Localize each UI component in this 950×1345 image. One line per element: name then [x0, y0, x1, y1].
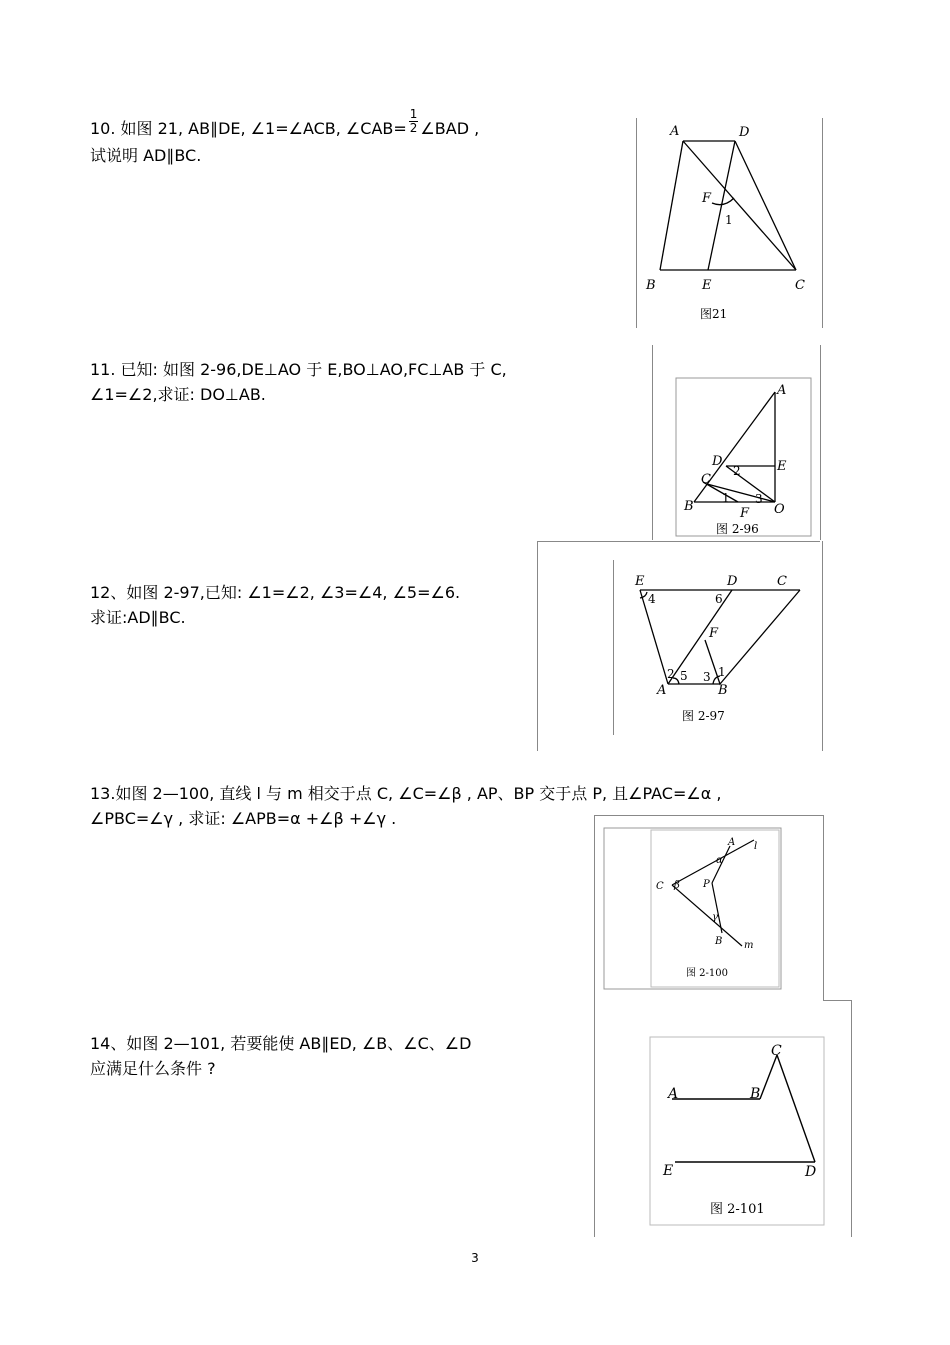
label-A: A	[657, 683, 667, 698]
figure-border	[822, 118, 823, 328]
problem-12	[90, 580, 460, 630]
problem-14-line1: 14、如图 2—101, 若要能使 AB∥ED, ∠B、∠C、∠D	[90, 1034, 472, 1053]
label-C: C	[701, 472, 711, 487]
problem-13	[90, 781, 721, 831]
problem-14-line2: 应满足什么条件 ?	[90, 1059, 216, 1078]
problem-10-line1b: ∠BAD ,	[420, 119, 480, 138]
label-angle-1: 1	[725, 213, 733, 227]
label-P: P	[703, 879, 710, 890]
problem-11-line2: ∠1=∠2,求证: DO⊥AB.	[90, 385, 266, 404]
label-B: B	[715, 936, 723, 947]
label-m: m	[744, 940, 754, 951]
label-A: A	[777, 383, 787, 398]
problem-14	[90, 1031, 471, 1081]
label-E: E	[777, 459, 787, 474]
figure-2-101-caption: 图 2-101	[710, 1202, 765, 1217]
figure-border	[636, 118, 637, 328]
figure-border	[652, 345, 653, 540]
label-gamma: γ	[712, 912, 718, 923]
label-C: C	[771, 1043, 782, 1059]
label-B: B	[646, 278, 656, 293]
label-E: E	[702, 278, 712, 293]
label-C: C	[777, 574, 787, 589]
problem-11	[90, 357, 507, 407]
figure-21	[640, 118, 820, 328]
label-l: l	[754, 841, 758, 852]
fraction-one-half	[409, 108, 419, 135]
label-D: D	[739, 125, 750, 140]
problem-10-line2: 试说明 AD∥BC.	[90, 146, 202, 165]
label-C: C	[795, 278, 805, 293]
label-angle-6: 6	[715, 592, 723, 606]
problem-10-line1a: 10. 如图 21, AB∥DE, ∠1=∠ACB, ∠CAB=	[90, 119, 407, 138]
fraction-numerator: 1	[409, 107, 418, 121]
label-angle-1: 1	[722, 491, 730, 505]
figure-2-100	[604, 828, 782, 990]
problem-13-line2: ∠PBC=∠γ , 求证: ∠APB=α +∠β +∠γ .	[90, 809, 397, 828]
figure-border	[594, 815, 595, 1037]
figure-border	[822, 541, 823, 751]
label-angle-1: 1	[718, 665, 726, 679]
problem-12-line2: 求证:AD∥BC.	[90, 608, 186, 627]
problem-12-line1: 12、如图 2-97,已知: ∠1=∠2, ∠3=∠4, ∠5=∠6.	[90, 583, 461, 602]
label-alpha: α	[716, 855, 723, 866]
label-F: F	[709, 626, 719, 641]
figure-21-caption: 图21	[700, 307, 728, 321]
label-B: B	[718, 683, 728, 698]
label-B: B	[684, 499, 694, 514]
label-A: A	[668, 1086, 679, 1102]
problem-11-line1: 11. 已知: 如图 2-96,DE⊥AO 于 E,BO⊥AO,FC⊥AB 于 C,	[90, 360, 507, 379]
figure-border	[594, 1037, 595, 1237]
figure-border	[851, 1000, 852, 1237]
figure-2-100-caption: 图 2-100	[686, 968, 729, 979]
label-angle-2: 2	[667, 667, 675, 681]
figure-border	[613, 560, 614, 735]
figure-2-96-caption: 图 2-96	[716, 522, 759, 536]
figure-border	[823, 1000, 851, 1001]
problem-10	[90, 107, 480, 168]
fraction-denominator: 2	[409, 121, 418, 135]
label-O: O	[774, 502, 785, 517]
figure-border	[537, 541, 538, 751]
label-beta: β	[674, 880, 680, 891]
label-A: A	[670, 124, 680, 139]
figure-2-96	[660, 362, 812, 538]
label-A: A	[728, 837, 736, 848]
label-angle-3: 3	[703, 670, 711, 684]
label-angle-2: 2	[733, 464, 741, 478]
label-D: D	[805, 1164, 817, 1180]
label-B: B	[750, 1086, 761, 1102]
figure-2-97	[620, 570, 820, 735]
label-F: F	[702, 191, 712, 206]
page-number: 3	[471, 1251, 479, 1265]
label-E: E	[635, 574, 645, 589]
figure-border	[537, 541, 820, 542]
figure-border	[820, 345, 821, 540]
label-angle-4: 4	[648, 592, 656, 606]
label-D: D	[727, 574, 738, 589]
label-E: E	[663, 1163, 674, 1179]
label-D: D	[712, 454, 723, 469]
figure-2-97-caption: 图 2-97	[682, 709, 725, 723]
label-angle-3: 3	[755, 492, 763, 506]
label-F: F	[740, 506, 750, 521]
label-angle-5: 5	[680, 669, 688, 683]
figure-border	[594, 815, 824, 816]
problem-13-line1: 13.如图 2—100, 直线 l 与 m 相交于点 C, ∠C=∠β , AP、BP 交于点 P, 且∠PAC=∠α ,	[90, 784, 722, 803]
figure-border	[823, 815, 824, 1000]
label-C: C	[656, 881, 664, 892]
figure-2-101	[650, 1037, 826, 1227]
